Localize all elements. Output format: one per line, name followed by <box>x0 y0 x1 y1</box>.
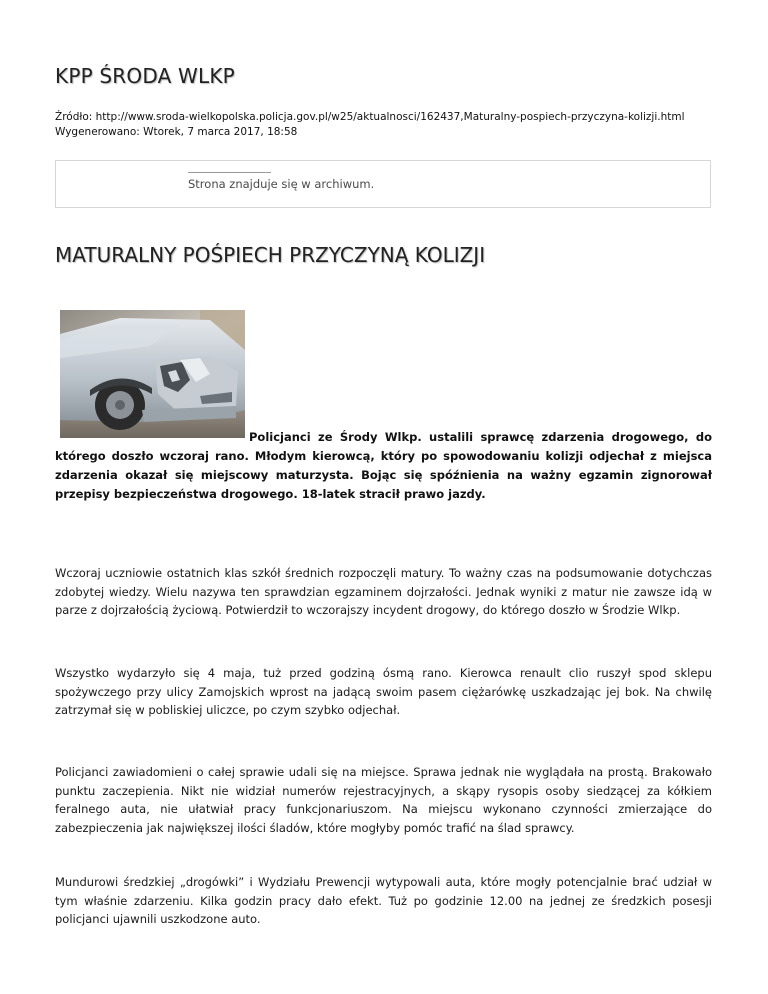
article-paragraph: Mundurowi średzkiej „drogówki” i Wydziału Prewencji wytypowali auta, które mogły potencjalnie brać udział w tym właśnie zdarzeniu. Kilka godzin pracy dało efekt. Tuż po godzinie 12.00 na jednej ze średzkich posesji policjanci ujawnili uszkodzone auto. <box>55 875 712 927</box>
damaged-car-photo <box>60 310 245 438</box>
archive-divider <box>188 172 271 173</box>
site-title: KPP ŚRODA WLKP <box>55 64 235 88</box>
article-title: MATURALNY POŚPIECH PRZYCZYNĄ KOLIZJI <box>55 243 486 267</box>
article-paragraph: Wczoraj uczniowie ostatnich klas szkół średnich rozpoczęli matury. To ważny czas na podsumowanie dotychczas zdobytej wiedzy. Wielu nazywa ten sprawdzian egzaminem dojrzałości. Jednak wyniki z matur nie zawsze idą w parze z dojrzałością życiową. Potwierdził to wczorajszy incydent drogowy, do którego doszło w Środzie Wlkp. <box>55 566 712 618</box>
article-paragraph: Policjanci zawiadomieni o całej sprawie udali się na miejsce. Sprawa jednak nie wyglądała na prostą. Brakowało punktu zaczepienia. Nikt nie widział numerów rejestracyjnych, a skąpy rysopis osoby siedzącej za kółkiem feralnego auta, nie ułatwiał pracy funkcjonariuszom. Na miejscu wykonano czynności zmierzające do zabezpieczenia jak największej ilości śladów, które mogłyby pomóc trafić na ślad sprawcy. <box>55 765 712 835</box>
archive-notice-box <box>55 160 711 208</box>
document-meta <box>55 110 685 140</box>
article-lead <box>55 428 712 504</box>
article-paragraph: Wszystko wydarzyło się 4 maja, tuż przed godziną ósmą rano. Kierowca renault clio ruszył spod sklepu spożywczego przy ulicy Zamojskich wprost na jadącą swoim pasem ciężarówkę uszkadzając jej bok. Na chwilę zatrzymał się w pobliskiej uliczce, po czym szybko odjechał. <box>55 666 712 718</box>
lead-image-spacer <box>55 428 249 440</box>
archive-notice: Strona znajduje się w archiwum. <box>188 177 375 191</box>
source-url: Źródło: http://www.sroda-wielkopolska.policja.gov.pl/w25/aktualnosci/162437,Maturalny-pospiech-przyczyna-kolizji.html <box>55 111 685 123</box>
generated-date: Wygenerowano: Wtorek, 7 marca 2017, 18:58 <box>55 126 298 138</box>
lead-text: Policjanci ze Środy Wlkp. ustalili sprawcę zdarzenia drogowego, do którego doszło wczoraj rano. Młodym kierowcą, który po spowodowaniu kolizji odjechał z miejsca zdarzenia okazał się miejscowy maturzysta. Bojąc się spóźnienia na ważny egzamin zignorował przepisy bezpieczeństwa drogowego. 18-latek stracił prawo jazdy. <box>55 430 712 501</box>
